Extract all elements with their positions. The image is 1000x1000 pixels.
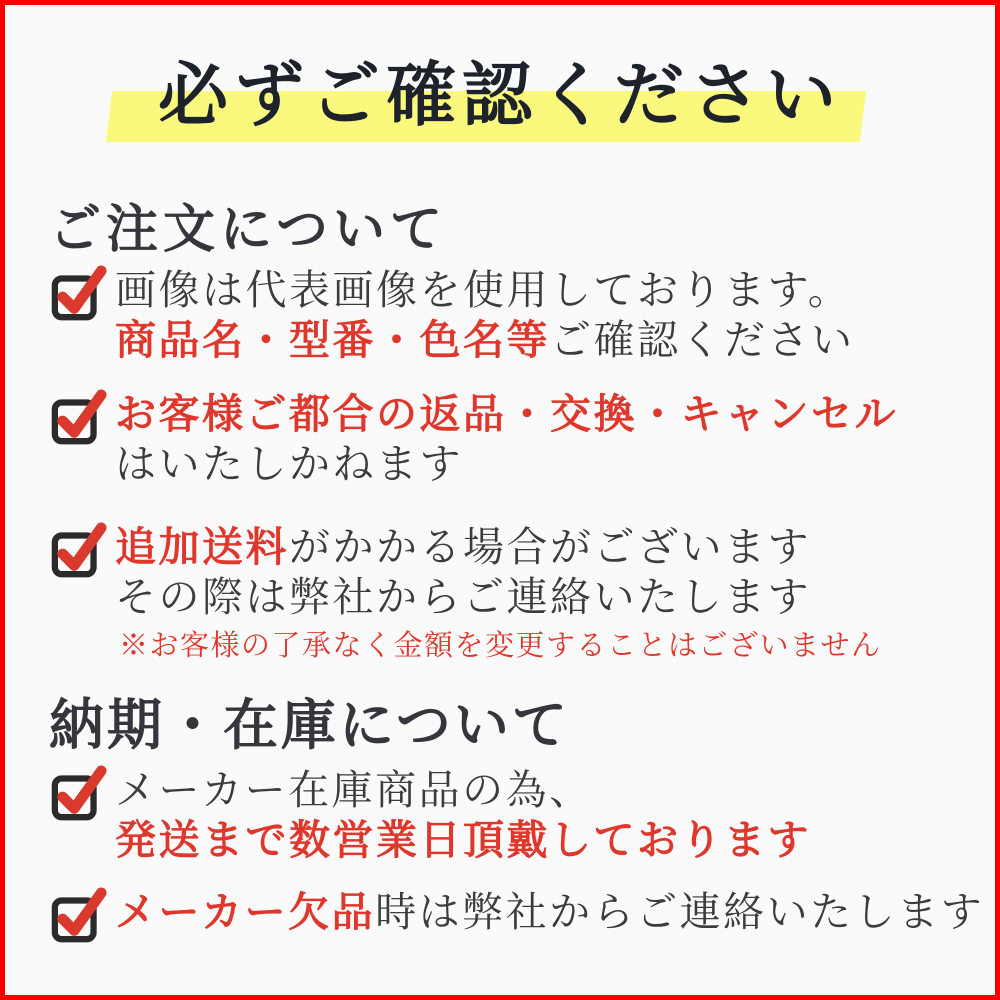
item-text bbox=[115, 765, 811, 865]
checkbox-checked-icon bbox=[51, 389, 109, 447]
text-segment: がかかる場合がございます bbox=[289, 524, 811, 570]
item-text bbox=[115, 887, 984, 937]
checklist-item-extra-shipping bbox=[51, 522, 985, 663]
text-segment-red: メーカー欠品 bbox=[115, 889, 376, 935]
checklist-item-representative-image bbox=[51, 265, 985, 365]
text-segment: ご確認ください bbox=[550, 317, 855, 363]
item-line bbox=[115, 887, 984, 937]
item-line bbox=[115, 572, 882, 622]
checklist-item-no-returns bbox=[51, 389, 985, 489]
checkbox-checked-icon bbox=[51, 522, 109, 580]
text-segment-red: お客様ご都合の返品・交換・キャンセル bbox=[115, 391, 898, 437]
text-segment: その際は弊社からご連絡いたします bbox=[115, 574, 811, 620]
checkbox-checked-icon bbox=[51, 765, 109, 823]
text-segment: 時は弊社からご連絡いたします bbox=[375, 889, 985, 935]
section-heading-orders: ご注文について bbox=[49, 202, 447, 259]
text-segment: 画像は代表画像を使用しております。 bbox=[115, 267, 852, 313]
checklist-item-maker-stock bbox=[51, 765, 985, 865]
item-line bbox=[115, 389, 898, 439]
checkbox-checked-icon bbox=[51, 265, 109, 323]
item-line bbox=[115, 815, 811, 865]
text-segment-red: 発送まで数営業日頂戴しております bbox=[115, 817, 811, 863]
item-line bbox=[115, 315, 855, 365]
item-line bbox=[115, 522, 882, 572]
item-text bbox=[115, 522, 882, 663]
text-segment-red: 追加送料 bbox=[115, 524, 289, 570]
item-footnote: ※お客様の了承なく金額を変更することはございません bbox=[119, 630, 882, 662]
item-line bbox=[115, 765, 811, 815]
item-line bbox=[115, 265, 855, 315]
text-segment: はいたしかねます bbox=[115, 441, 463, 487]
section-heading-stock: 納期・在庫について bbox=[49, 695, 570, 756]
checkbox-checked-icon bbox=[51, 887, 109, 945]
page-title: 必ずご確認ください bbox=[158, 58, 842, 135]
item-text bbox=[115, 265, 855, 365]
checklist-item-maker-shortage bbox=[51, 887, 985, 945]
item-text bbox=[115, 389, 898, 489]
item-line bbox=[115, 439, 898, 489]
text-segment: メーカー在庫商品の為、 bbox=[115, 767, 593, 813]
text-segment-red: 商品名・型番・色名等 bbox=[115, 317, 550, 363]
